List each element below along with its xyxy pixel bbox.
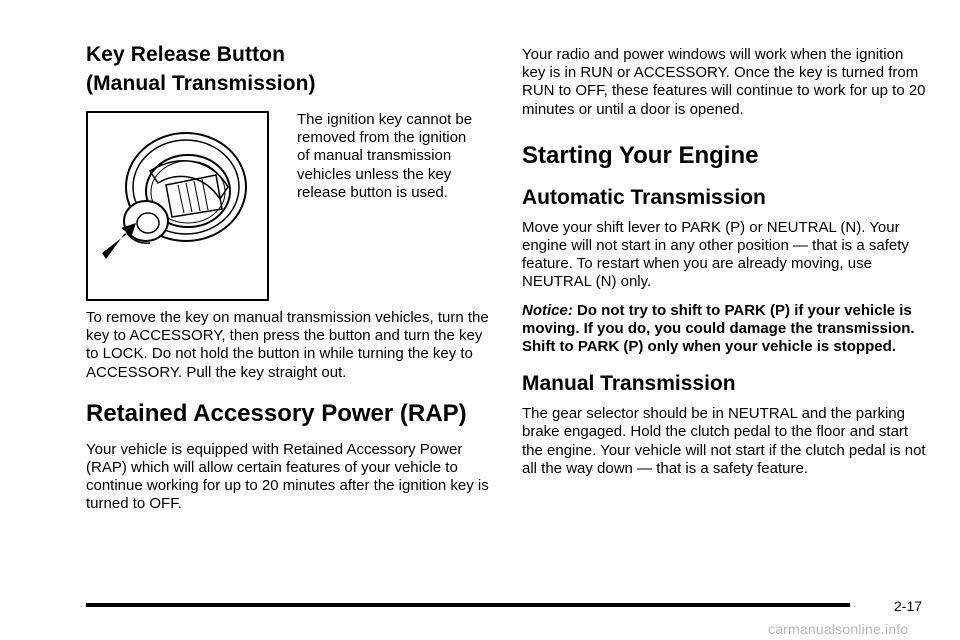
ignition-key-icon <box>88 113 267 299</box>
notice-text: Do not try to shift to PARK (P) if your vehicle is moving. If you do, you could damage the transmission. Shift to PARK (P) only when your vehicle is stopped. <box>522 301 915 356</box>
rap-heading: Retained Accessory Power (RAP) <box>86 399 467 427</box>
notice-label: Notice: <box>522 301 573 319</box>
right-column <box>522 46 930 478</box>
ignition-figure-row <box>86 111 490 309</box>
key-release-heading-line1: Key Release Button <box>86 43 286 66</box>
key-release-body: To remove the key on manual transmission vehicles, turn the key to ACCESSORY, then press the button and turn the key to LOCK. Do not hold the button in while turning the key to ACCESSORY. Pull the key straight out. <box>86 309 489 381</box>
notice-paragraph <box>522 302 930 357</box>
left-column <box>86 40 490 514</box>
watermark: carmanualsonline.info <box>768 621 909 637</box>
footer-rule <box>86 603 850 607</box>
rap-continued-body: Your radio and power windows will work when the ignition key is in RUN or ACCESSORY. Once the key is turned from RUN to OFF, these features will continue to work for up to 20 minutes or until a door is opened. <box>522 46 926 118</box>
automatic-transmission-body: Move your shift lever to PARK (P) or NEUTRAL (N). Your engine will not start in any other position — that is a safety feature. To restart when you are already moving, use NEUTRAL (N) only. <box>522 218 909 291</box>
ignition-illustration <box>86 111 269 301</box>
manual-transmission-body: The gear selector should be in NEUTRAL and the parking brake engaged. Hold the clutch pedal to the floor and start the engine. Your vehicle will not start if the clutch pedal is not all the way down — that is a safety feature. <box>522 405 926 477</box>
manual-transmission-heading: Manual Transmission <box>522 372 736 396</box>
key-release-heading <box>86 40 490 98</box>
automatic-transmission-heading: Automatic Transmission <box>522 185 766 209</box>
starting-engine-heading: Starting Your Engine <box>522 141 759 169</box>
ignition-caption: The ignition key cannot be removed from the ignition of manual transmission vehicles unless the key release button is used. <box>297 111 473 201</box>
rap-body: Your vehicle is equipped with Retained Accessory Power (RAP) which will allow certain features of your vehicle to continue working for up to 20 minutes after the ignition key is turned to OFF. <box>86 440 489 513</box>
key-release-heading-line2: (Manual Transmission) <box>86 72 316 95</box>
page-number: 2-17 <box>894 598 923 614</box>
